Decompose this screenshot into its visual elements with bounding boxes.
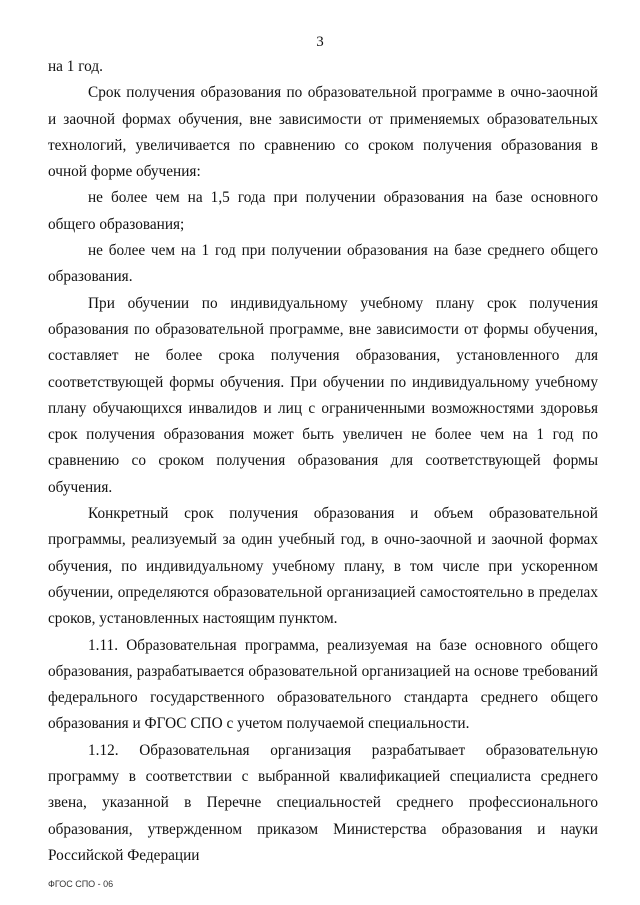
paragraph-continuation: на 1 год.: [48, 58, 103, 75]
paragraph-secondary-education-term: не более чем на 1 год при получении образования на базе среднего общего образования.: [48, 242, 598, 286]
paragraph-individual-plan: При обучении по индивидуальному учебному плану срок получения образования по образовательной программе, вне зависимости от формы обучения, составляет не более срока получения образования, установленного для соответствующей формы обучения. При обучении по индивидуальному учебному плану обучающихся инвалидов и лиц с ограниченными возможностями здоровья срок получения образования может быть увеличен не более чем на 1 год по сравнению со сроком получения образования для соответствующей формы обучения.: [48, 294, 598, 496]
paragraph-clause-1-12: 1.12. Образовательная организация разрабатывает образовательную программу в соответствии с выбранной квалификацией специалиста среднего звена, указанной в Перечне специальностей среднего профессионального образования, утвержденном приказом Министерства образования и науки Российской Федерации: [48, 741, 598, 864]
paragraph-basic-education-term: не более чем на 1,5 года при получении образования на базе основного общего образования;: [48, 189, 598, 233]
page-number: 3: [316, 34, 324, 50]
paragraph-specific-term: Конкретный срок получения образования и объем образовательной программы, реализуемый за один учебный год, в очно-заочной и заочной формах обучения, по индивидуальному учебному плану, в том числе при ускоренном обучении, определяются образовательной организацией самостоятельно в пределах сроков, установленных настоящим пунктом.: [48, 505, 598, 628]
paragraph-clause-1-11: 1.11. Образовательная программа, реализуемая на базе основного общего образования, разрабатывается образовательной организацией на основе требований федерального государственного образовательного стандарта среднего общего образования и ФГОС СПО с учетом получаемой специальности.: [48, 636, 598, 733]
footer-code: ФГОС СПО - 06: [48, 879, 114, 889]
document-body: [48, 54, 598, 869]
paragraph-study-period: Срок получения образования по образовательной программе в очно-заочной и заочной формах обучения, вне зависимости от применяемых образовательных технологий, увеличивается по сравнению со сроком получения образования в очной форме обучения:: [48, 84, 598, 181]
